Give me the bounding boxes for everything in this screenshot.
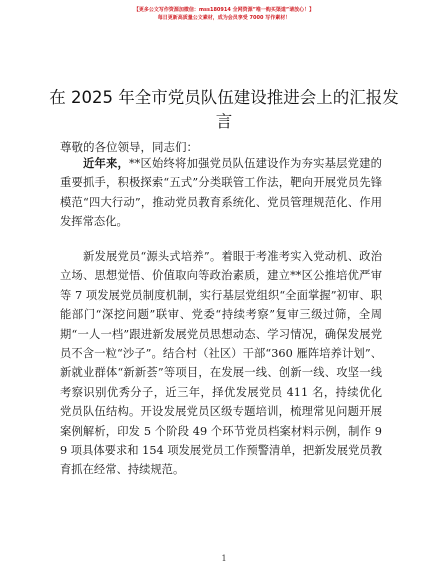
promo-banner-line-1: 【更多公文写作资源加微信：mss180914 全网资源”唯一购买渠道”请放心！】 [133, 7, 315, 13]
salutation: 尊敬的各位领导，同志们： [60, 140, 198, 154]
page-number: 1 [221, 554, 227, 563]
paragraph-source-cultivation: 新发展党员“源头式培养”。着眼于考准考实入党动机、政治立场、思想觉悟、价值取向等政治素质，建立**区公推培优严审等 7 项发展党员制度机制，实行基层党组织“全面掌握”初审、职能部门“深挖问题”联审、党委“持续考察”复审三级过筛，全周期“一人一档”跟进新发展党员思想动态、学习情况，确保发展党员不含一粒“沙子”。结合村（社区）干部“360 雁阵培养计划”、新就业群体“新新荟”等项目，在发展一线、创新一线、攻坚一线考察识别优秀分子，近三年，择优发展党员 411 名，持续优化党员队伍结构。开设发展党员区级专题培训，梳理常见问题开展案例解析，印发 5 个阶段 49 个环节党员档案材料示例，制作 99 项具体要求和 154 项发展党员工作预警清单，把新发展党员教育抓在经常、持续规范。 [60, 250, 382, 477]
paragraph-lead-phrase: 近年来， [83, 157, 130, 170]
promo-banner-line-2: 每日更新高质量公文素材，成为会员享受 7000 写作素材！ [157, 15, 291, 21]
promo-banner [100, 6, 348, 22]
paragraph-intro [60, 154, 382, 232]
paragraph-intro-body: **区始终将加强党员队伍建设作为夯实基层党建的重要抓手，积极探索“五式”分类联管工作法，靶向开展党员先锋模范“四大行动”，推动党员教育系统化、党员管理规范化、作用发挥常态化。 [60, 157, 382, 229]
document-title: 在 2025 年全市党员队伍建设推进会上的汇报发言 [49, 88, 399, 131]
